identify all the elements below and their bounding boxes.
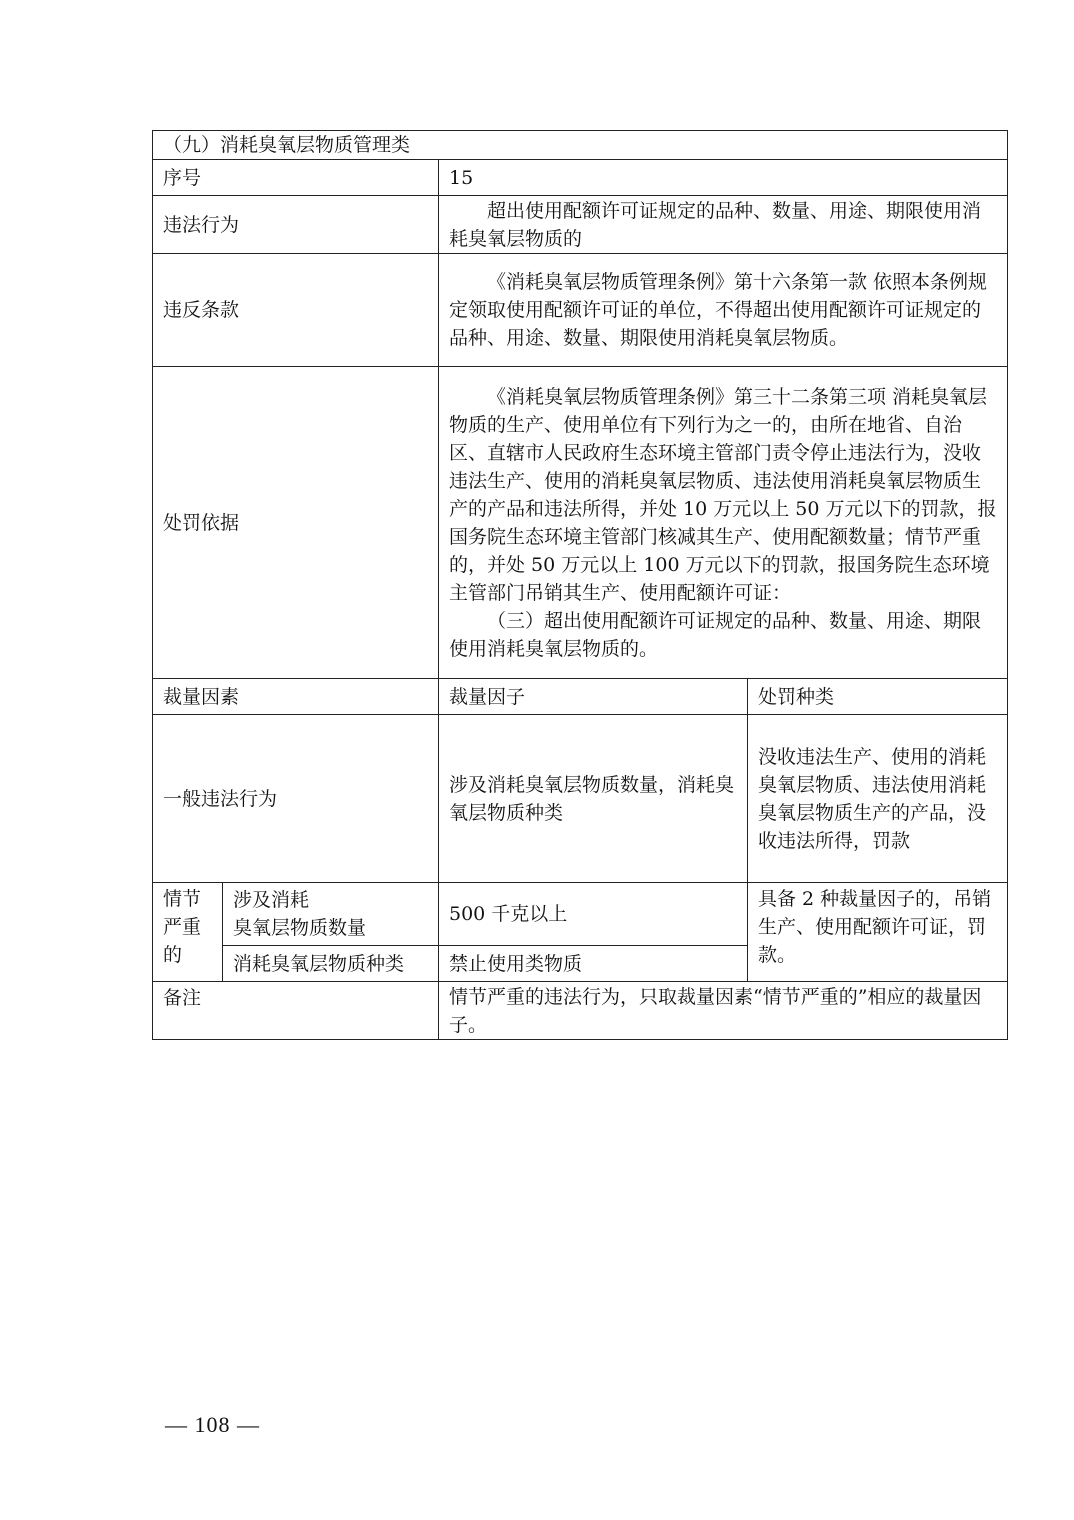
violation-cell — [439, 196, 1008, 254]
violated-clause-text: 《消耗臭氧层物质管理条例》第十六条第一款 依照本条例规定领取使用配额许可证的单位，不得超出使用配额许可证规定的品种、用途、数量、期限使用消耗臭氧层物质。 — [449, 271, 988, 349]
general-violation-label: 一般违法行为 — [153, 715, 439, 883]
violated-clause-cell — [439, 254, 1008, 367]
serious-penalty: 具备 2 种裁量因子的，吊销生产、使用配额许可证，罚款。 — [748, 883, 1008, 982]
penalty-basis-cell — [439, 367, 1008, 679]
penalty-basis-text-2: （三）超出使用配额许可证规定的品种、数量、用途、期限使用消耗臭氧层物质的。 — [449, 609, 982, 660]
serious-sub1-label — [223, 883, 439, 946]
general-criteria: 涉及消耗臭氧层物质数量，消耗臭氧层物质种类 — [439, 715, 748, 883]
page-number: — 108 — — [165, 1412, 260, 1437]
serious-sub2-label: 消耗臭氧层物质种类 — [223, 946, 439, 982]
penalty-basis-label: 处罚依据 — [153, 367, 439, 679]
serious-sub1-label-line2: 臭氧层物质数量 — [233, 917, 367, 939]
remarks-label: 备注 — [153, 982, 439, 1040]
serial-value: 15 — [439, 160, 1008, 196]
serious-label: 情节严重的 — [153, 883, 223, 982]
penalty-discretion-table — [152, 130, 1008, 1040]
header-penalty-type: 处罚种类 — [748, 679, 1008, 715]
violation-label: 违法行为 — [153, 196, 439, 254]
header-criteria: 裁量因子 — [439, 679, 748, 715]
serial-label: 序号 — [153, 160, 439, 196]
header-factor: 裁量因素 — [153, 679, 439, 715]
remarks-text: 情节严重的违法行为，只取裁量因素“情节严重的”相应的裁量因子。 — [439, 982, 1008, 1040]
general-penalty: 没收违法生产、使用的消耗臭氧层物质、违法使用消耗臭氧层物质生产的产品，没收违法所得，罚款 — [748, 715, 1008, 883]
section-title: （九）消耗臭氧层物质管理类 — [153, 131, 1008, 160]
violation-text: 超出使用配额许可证规定的品种、数量、用途、期限使用消耗臭氧层物质的 — [449, 199, 982, 250]
violated-clause-label: 违反条款 — [153, 254, 439, 367]
serious-sub1-label-line1: 涉及消耗 — [233, 889, 310, 911]
serious-sub1-criteria: 500 千克以上 — [439, 883, 748, 946]
penalty-basis-text-1: 《消耗臭氧层物质管理条例》第三十二条第三项 消耗臭氧层物质的生产、使用单位有下列行为之一的，由所在地省、自治区、直辖市人民政府生态环境主管部门责令停止违法行为，没收违法生产、使用的消耗臭氧层物质、违法使用消耗臭氧层物质生产的产品和违法所得，并处 10 万元以上 50 万元以下的罚款，报国务院生态环境主管部门核减其生产、使用配额数量；情节严重的，并处 50 万元以上 100 万元以下的罚款，报国务院生态环境主管部门吊销其生产、使用配额许可证： — [449, 385, 997, 604]
serious-sub2-criteria: 禁止使用类物质 — [439, 946, 748, 982]
